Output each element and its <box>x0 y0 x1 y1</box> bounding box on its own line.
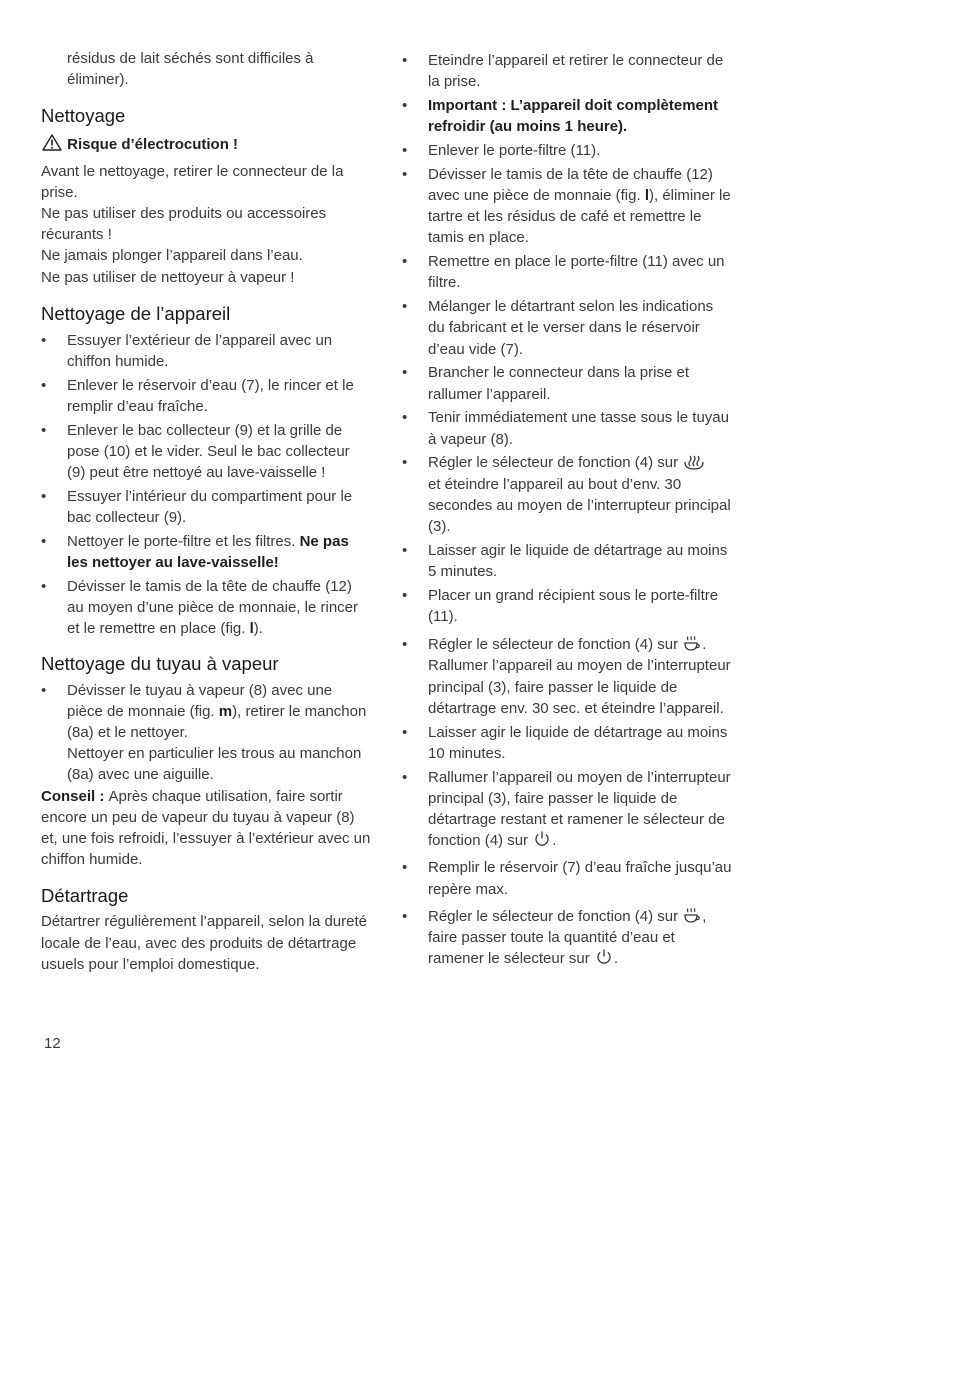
heading-detartrage: Détartrage <box>41 885 129 907</box>
list-item: • Eteindre l’appareil et retirer le connecteur de la prise. <box>402 52 724 91</box>
steam-cup-icon <box>683 634 701 652</box>
list-item: • Dévisser le tamis de la tête de chauffe (12) avec une pièce de monnaie (fig. l), éliminer le tartre et les résidus de café et remettre le tamis en place. <box>402 165 731 247</box>
warning-line <box>41 134 371 155</box>
list-item: • Laisser agir le liquide de détartrage au moins 10 minutes. <box>402 723 728 762</box>
list-item: • Brancher le connecteur dans la prise et rallumer l’appareil. <box>402 364 689 403</box>
heading-nettoyage: Nettoyage <box>41 105 126 127</box>
warning-triangle-icon <box>42 134 62 151</box>
list-item: • Mélanger le détartrant selon les indications du fabricant et le verser dans le réservoir d’eau vide (7). <box>402 298 714 358</box>
tip-label: Conseil : <box>41 787 109 805</box>
right-column <box>402 0 732 972</box>
list-item: • Enlever le bac collecteur (9) et la grille de pose (10) et le vider. Seul le bac collecteur (9) peut être nettoyé au lave-vaisselle ! <box>41 421 350 482</box>
list-item: • Nettoyer le porte-filtre et les filtres. Ne pas les nettoyer au lave-vaisselle! <box>41 533 349 572</box>
nettoyage-line: Ne pas utiliser des produits ou accessoires récurants ! <box>41 205 327 244</box>
steam-cup-icon <box>683 906 701 924</box>
nettoyage-line: Ne jamais plonger l’appareil dans l’eau. <box>41 247 303 265</box>
list-item: • Rallumer l’appareil ou moyen de l’interrupteur principal (3), faire passer le liquide de détartrage restant et ramener le sélecteur de fonction (4) sur . <box>402 768 731 850</box>
heading-appareil: Nettoyage de l’appareil <box>41 302 231 324</box>
tip-paragraph: Conseil : Après chaque utilisation, faire sortir encore un peu de vapeur du tuyau à vapeur (8) et, une fois refroidi, l’essuyer à l’extérieur avec un chiffon humide. <box>41 787 371 869</box>
page-number: 12 <box>44 1035 61 1052</box>
list-item: • Remplir le réservoir (7) d’eau fraîche jusqu’au repère max. <box>402 859 732 898</box>
list-item: • Essuyer l’extérieur de l’appareil avec un chiffon humide. <box>41 331 333 371</box>
nettoyage-body <box>41 161 371 288</box>
list-item: • Régler le sélecteur de fonction (4) sur et éteindre l’appareil au bout d’env. 30 secondes au moyen de l’interrupteur principal (3). <box>402 454 731 536</box>
nettoyage-line: Ne pas utiliser de nettoyeur à vapeur ! <box>41 268 295 286</box>
nettoyage-line: Avant le nettoyage, retirer le connecteur de la prise. <box>41 162 344 201</box>
detartrage-steps <box>402 50 732 969</box>
list-item: • Enlever le porte-filtre (11). <box>402 142 601 159</box>
list-item: • Laisser agir le liquide de détartrage au moins 5 minutes. <box>402 541 728 581</box>
list-item: • Dévisser le tuyau à vapeur (8) avec une pièce de monnaie (fig. m), retirer le manchon (8a) et le nettoyer. Nettoyer en particulier les trous au manchon (8a) avec une aiguille. <box>41 681 367 784</box>
left-column <box>41 0 371 975</box>
warning-title: Risque d’électrocution ! <box>67 136 239 154</box>
heading-tuyau: Nettoyage du tuyau à vapeur <box>41 652 279 674</box>
list-item: • Enlever le réservoir d’eau (7), le rincer et le remplir d’eau fraîche. <box>41 376 354 416</box>
steam-icon <box>683 454 705 470</box>
appareil-list <box>41 330 371 640</box>
power-icon <box>533 830 551 848</box>
tuyau-list <box>41 680 371 786</box>
detartrage-text: Détartrer régulièrement l’appareil, selon la dureté locale de l’eau, avec des produits de détartrage usuels pour l’emploi domestique. <box>41 913 368 973</box>
list-item: • Important : L’appareil doit complètement refroidir (au moins 1 heure). <box>402 97 719 136</box>
list-item: • Essuyer l’intérieur du compartiment pour le bac collecteur (9). <box>41 488 353 527</box>
list-item: • Placer un grand récipient sous le porte-filtre (11). <box>402 586 719 626</box>
list-item: • Tenir immédiatement une tasse sous le tuyau à vapeur (8). <box>402 409 729 448</box>
list-item: • Régler le sélecteur de fonction (4) sur , faire passer toute la quantité d’eau et ramener le sélecteur sur . <box>402 907 707 968</box>
continuation-text: résidus de lait séchés sont difficiles à éliminer). <box>67 50 314 89</box>
list-item: • Remettre en place le porte-filtre (11) avec un filtre. <box>402 253 725 292</box>
power-icon <box>595 948 613 966</box>
list-item: • Dévisser le tamis de la tête de chauffe (12) au moyen d’une pièce de monnaie, le rincer et le remettre en place (fig. l). <box>41 578 359 638</box>
list-item: • Régler le sélecteur de fonction (4) sur . Rallumer l’appareil au moyen de l’interrupteur principal (3), faire passer le liquide de détartrage env. 30 sec. et éteindre l’appareil. <box>402 636 731 717</box>
